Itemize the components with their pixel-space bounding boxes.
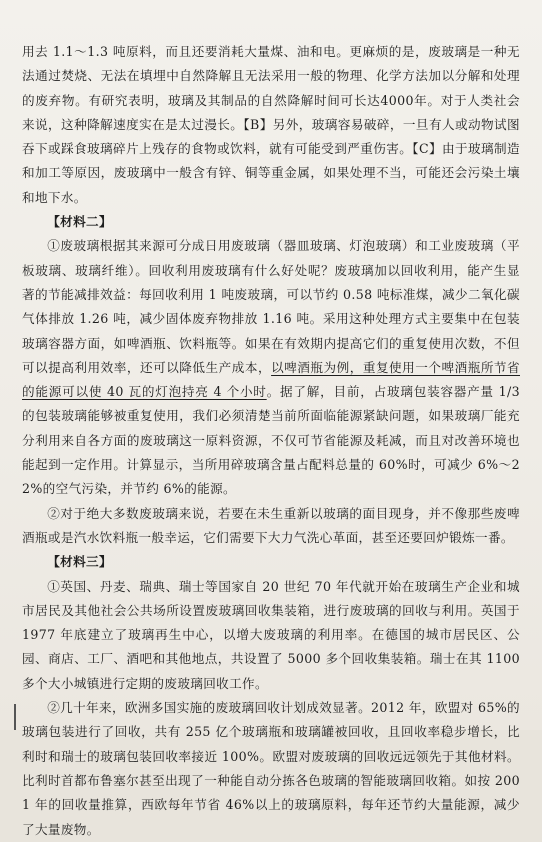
section-heading: 【材料二】 <box>47 214 112 230</box>
page-edge-mark <box>14 704 16 730</box>
text-segment: ②对于绝大多数废玻璃来说，若要在未生重新以玻璃的面目现身，并不像那些废啤酒瓶或是汽水饮料瓶一般幸运，它们需要下大力气洗心革面，甚至还要回炉锻炼一番。 <box>22 505 520 545</box>
text-segment: 。据了解，目前，占玻璃包装容器产量 1/3 的包装玻璃能够被重复使用，我们必须清楚当前所面临能源紧缺问题，如果玻璃厂能充分利用来自各方面的废玻璃这一原料资源，不仅可节省能源及耗减，而且对改善环境也能起到一定作用。计算显示，当所用碎玻璃含量占配料总量的 60%时，可减少 6%～22%的空气污染，并节约 6%的能源。 <box>22 384 520 497</box>
text-segment: ①英国、丹麦、瑞典、瑞士等国家自 20 世纪 70 年代就开始在玻璃生产企业和城市居民及其他社会公共场所设置废玻璃回收集装箱，进行废玻璃的回收与利用。英国于 1977 年底建立了玻璃再生中心，以增大废玻璃的利用率。在德国的城市居民区、公园、商店、工厂、酒吧和其他地点，共设置了 5000 多个回收集装箱。瑞士在其 1100 多个大小城镇进行定期的废玻璃回收工作。 <box>22 578 520 691</box>
text-segment: ①废玻璃根据其来源可分成日用废玻璃（器皿玻璃、灯泡玻璃）和工业废玻璃（平板玻璃、玻璃纤维）。回收利用废玻璃有什么好处呢？废玻璃加以回收利用，能产生显著的节能减排效益：每回收利用 1 吨废玻璃，可以节约 0.58 吨标准煤，减少二氧化碳气体排放 1.26 吨，减少固体废弃物排放 1.16 吨。采用这种处理方式主要集中在包装玻璃容器方面，如啤酒瓶、饮料瓶等。如果在有效期内提高它们的重复使用次数，不但可以提高利用效率，还可以降低生产成本， <box>22 238 520 375</box>
paragraph <box>22 40 520 210</box>
paragraph <box>22 234 520 501</box>
section-heading: 【材料三】 <box>47 554 112 570</box>
text-segment: 用去 1.1～1.3 吨原料，而且还要消耗大量煤、油和电。更麻烦的是，废玻璃是一种无法通过焚烧、无法在填埋中自然降解且无法采用一般的物理、化学方法加以分解和处理的废弃物。有研究表明，玻璃及其制品的自然降解时间可长达4000年。对于人类社会来说，这种降解速度实在是太过漫长。【B】另外，玻璃容易破碎，一旦有人或动物试图吞下或踩食玻璃碎片上残存的食物或饮料，就有可能受到严重伤害。【C】由于玻璃制造和加工等原因，废玻璃中一般含有锌、铜等重金属，如果处理不当，可能还会污染土壤和地下水。 <box>22 44 520 205</box>
underlined-sentence: 以啤酒瓶为例，重复使用一个啤酒瓶所节省的能源可以使 40 瓦的灯泡持亮 4 个小时 <box>22 359 520 400</box>
paragraph <box>22 696 520 842</box>
document-body <box>22 40 520 842</box>
paragraph <box>22 502 520 551</box>
paragraph <box>22 575 520 696</box>
text-segment: ②几十年来，欧洲多国实施的废玻璃回收计划成效显著。2012 年，欧盟对 65%的玻璃包装进行了回收，共有 255 亿个玻璃瓶和玻璃罐被回收，且回收率稳步增长，比利时和瑞士的玻璃包装回收率接近 100%。欧盟对废玻璃的回收远远领先于其他材料。比利时首都布鲁塞尔甚至出现了一种能自动分拣各色玻璃的智能玻璃回收箱。如按 2001 年的回收量推算，西欧每年节省 46%以上的玻璃原料，每年还节约大量能源，减少了大量废物。 <box>22 700 520 837</box>
